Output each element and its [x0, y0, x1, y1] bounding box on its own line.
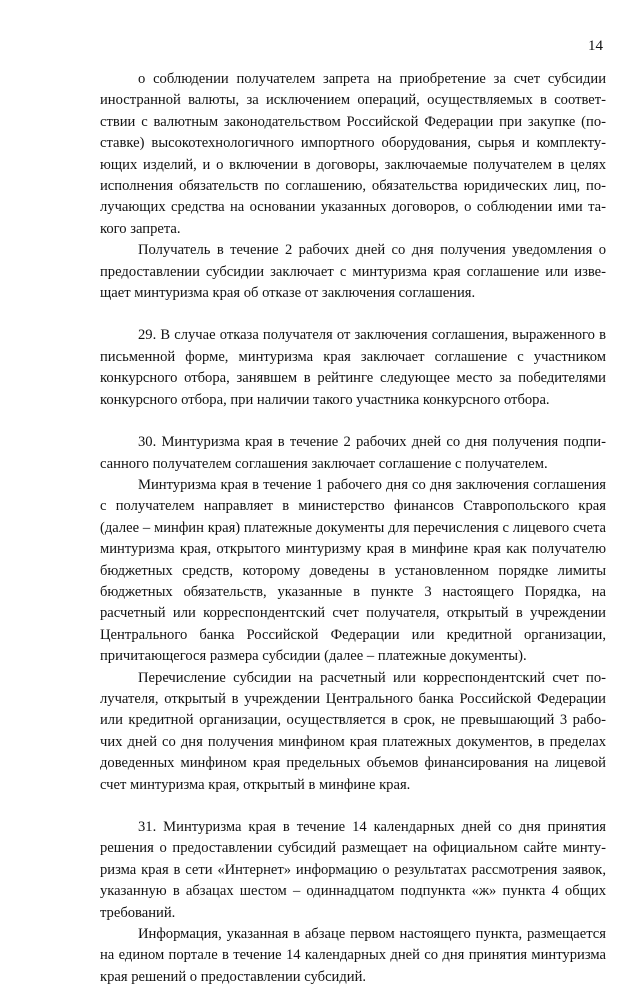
paragraph-recipient-agreement: Получатель в течение 2 рабочих дней со дня получения уведомления о предоставлении субсидии заключает с минтуризма края соглашение или извещает минтуризма края об отказе от заключения соглашения. — [100, 242, 606, 302]
paragraph-subsidy-transfer: Перечисление субсидии на расчетный или корреспондентский счет получателя, открытый в учреждении Центрального банка Российской Федерации или кредитной организации, осуществляется в срок, не превышающий 3 рабочих дней со дня получения минфином края платежных документов, в пределах доведенных минфином края предельных объемов финансирования на лицевой счет минтуризма края, открытый в минфине края. — [100, 669, 606, 793]
paragraph-payment-documents: Минтуризма края в течение 1 рабочего дня со дня заключения соглашения с получателем направляет в министерство финансов Ставропольского края (далее – минфин края) платежные документы для перечисления с лицевого счета минтуризма края, открытого минтуризму края в минфине края как получателю бюджетных средств, которому доведены в установленном порядке лимиты бюджетных обязательств, указанные в пункте 3 настоящего Порядка, на расчетный или корреспондентский счет получателя, открытый в учреждении Центрального банка Российской Федерации или кредитной организации, причитающегося размера субсидии (далее – платежные документы). — [100, 476, 606, 665]
paragraph-item-29: 29. В случае отказа получателя от заключения соглашения, выраженного в письменной форме, минтуризма края заключает соглашение с участником конкурсного отбора, занявшем в рейтинге следующее место за победителями конкурсного отбора, при наличии такого участника конкурсного отбора. — [100, 327, 606, 408]
paragraph-item-31: 31. Минтуризма края в течение 14 календарных дней со дня принятия решения о предоставлении субсидий размещает на официальном сайте минтуризма края в сети «Интернет» информацию о результатах рассмотрения заявок, указанную в абзацах шестом – одиннадцатом подпункта «ж» пункта 4 общих требований. — [100, 819, 606, 921]
paragraph-item-30: 30. Минтуризма края в течение 2 рабочих дней со дня получения подписанного получателем соглашения заключает соглашение с получателем. — [100, 434, 606, 472]
page-number: 14 — [588, 38, 603, 54]
paragraph-continuation: о соблюдении получателем запрета на приобретение за счет субсидии иностранной валюты, за исключением операций, осуществляемых в соответствии с валютным законодательством Российской Федерации при закупке (поставке) высокотехнологичного импортного оборудования, сырья и комплектующих изделий, и о включении в договоры, заключаемые получателем в целях исполнения обязательств по соглашению, обязательства юридических лиц, получающих средства на основании указанных договоров, о соблюдении ими такого запрета. — [100, 71, 606, 237]
document-body — [100, 69, 606, 988]
paragraph-portal-information: Информация, указанная в абзаце первом настоящего пункта, размещается на едином портале в течение 14 календарных дней со дня принятия минтуризма края решений о предоставлении субсидий. — [100, 926, 606, 985]
